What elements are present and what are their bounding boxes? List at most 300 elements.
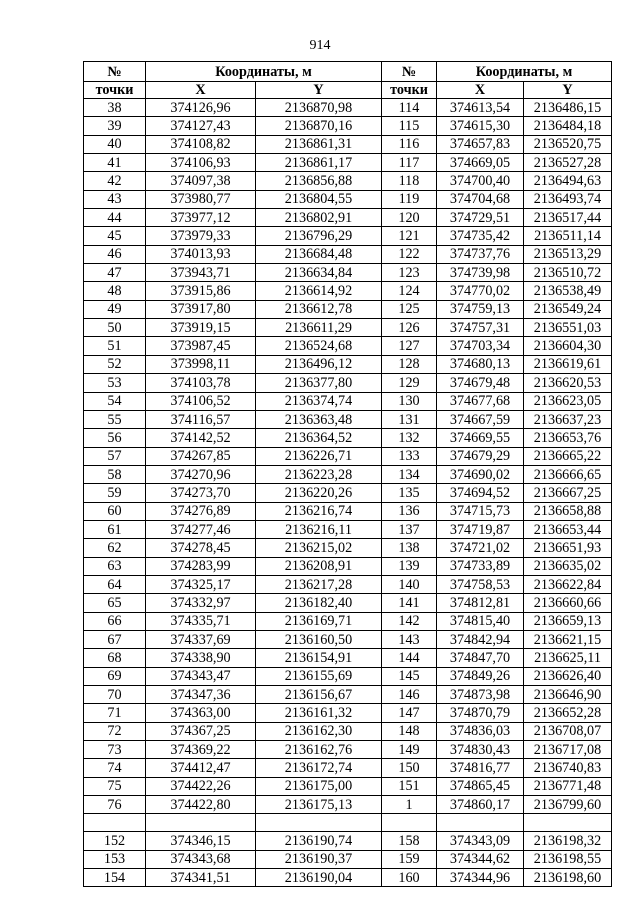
x-coordinate-cell: 374836,03 — [437, 722, 524, 740]
x-coordinate-cell: 374338,90 — [146, 649, 256, 667]
y-coordinate-cell: 2136511,14 — [524, 227, 612, 245]
point-number-cell: 71 — [84, 704, 146, 722]
point-number-cell: 56 — [84, 429, 146, 447]
coordinates-table — [83, 61, 612, 887]
table-row — [84, 117, 612, 135]
point-number-cell: 63 — [84, 557, 146, 575]
point-number-cell: 61 — [84, 520, 146, 538]
point-number-header-left: № — [84, 62, 146, 82]
table-row — [84, 667, 612, 685]
y-coordinate-cell: 2136220,26 — [256, 484, 382, 502]
point-number-cell: 57 — [84, 447, 146, 465]
x-coordinate-cell: 373919,15 — [146, 319, 256, 337]
y-coordinate-cell: 2136226,71 — [256, 447, 382, 465]
y-coordinate-cell: 2136494,63 — [524, 172, 612, 190]
x-coordinate-cell: 374667,59 — [437, 410, 524, 428]
x-coordinate-cell: 374615,30 — [437, 117, 524, 135]
y-coordinate-cell: 2136190,37 — [256, 850, 382, 868]
table-row — [84, 502, 612, 520]
table-row — [84, 282, 612, 300]
x-coordinate-cell: 374759,13 — [437, 300, 524, 318]
point-number-cell: 52 — [84, 355, 146, 373]
point-number-cell: 128 — [382, 355, 437, 373]
table-row — [84, 832, 612, 850]
y-coordinate-cell: 2136175,13 — [256, 796, 382, 814]
point-number-cell: 44 — [84, 209, 146, 227]
x-coordinate-cell: 374816,77 — [437, 759, 524, 777]
x-coordinate-cell: 374347,36 — [146, 686, 256, 704]
x-coordinate-cell: 373998,11 — [146, 355, 256, 373]
point-number-cell: 126 — [382, 319, 437, 337]
x-coordinate-cell: 374700,40 — [437, 172, 524, 190]
y-coordinate-cell: 2136612,78 — [256, 300, 382, 318]
y-coordinate-cell: 2136510,72 — [524, 264, 612, 282]
x-coordinate-cell: 374116,57 — [146, 410, 256, 428]
table-body-extra — [84, 832, 612, 887]
point-number-cell: 1 — [382, 796, 437, 814]
x-coordinate-cell: 374690,02 — [437, 465, 524, 483]
point-number-cell: 123 — [382, 264, 437, 282]
table-row — [84, 337, 612, 355]
y-coordinate-cell: 2136667,25 — [524, 484, 612, 502]
table-row — [84, 374, 612, 392]
point-number-cell: 74 — [84, 759, 146, 777]
point-number-cell: 125 — [382, 300, 437, 318]
point-number-cell: 141 — [382, 594, 437, 612]
y-coordinate-cell: 2136856,88 — [256, 172, 382, 190]
y-coordinate-cell: 2136551,03 — [524, 319, 612, 337]
y-coordinate-cell: 2136870,98 — [256, 99, 382, 117]
y-coordinate-cell: 2136172,74 — [256, 759, 382, 777]
point-number-cell: 149 — [382, 741, 437, 759]
point-number-cell: 140 — [382, 575, 437, 593]
x-coordinate-cell: 374267,85 — [146, 447, 256, 465]
y-coordinate-cell: 2136804,55 — [256, 190, 382, 208]
x-coordinate-cell: 374126,96 — [146, 99, 256, 117]
x-header-left: X — [146, 82, 256, 99]
y-coordinate-cell: 2136666,65 — [524, 465, 612, 483]
y-coordinate-cell: 2136513,29 — [524, 245, 612, 263]
x-coordinate-cell: 374278,45 — [146, 539, 256, 557]
point-number-cell: 122 — [382, 245, 437, 263]
y-coordinate-cell: 2136620,53 — [524, 374, 612, 392]
coordinates-header-left: Координаты, м — [146, 62, 382, 82]
point-number-cell: 55 — [84, 410, 146, 428]
x-header-right: X — [437, 82, 524, 99]
x-coordinate-cell: 374865,45 — [437, 777, 524, 795]
x-coordinate-cell: 374739,98 — [437, 264, 524, 282]
point-number-cell: 135 — [382, 484, 437, 502]
point-number-cell: 73 — [84, 741, 146, 759]
point-number-cell: 150 — [382, 759, 437, 777]
x-coordinate-cell: 374142,52 — [146, 429, 256, 447]
x-coordinate-cell: 374422,26 — [146, 777, 256, 795]
table-row — [84, 796, 612, 814]
point-number-cell: 43 — [84, 190, 146, 208]
point-number-cell: 151 — [382, 777, 437, 795]
y-coordinate-cell: 2136626,40 — [524, 667, 612, 685]
x-coordinate-cell: 374103,78 — [146, 374, 256, 392]
x-coordinate-cell: 374422,80 — [146, 796, 256, 814]
point-number-cell: 133 — [382, 447, 437, 465]
x-coordinate-cell: 374770,02 — [437, 282, 524, 300]
point-number-cell: 147 — [382, 704, 437, 722]
y-coordinate-cell: 2136771,48 — [524, 777, 612, 795]
x-coordinate-cell: 374669,55 — [437, 429, 524, 447]
y-coordinate-cell: 2136653,76 — [524, 429, 612, 447]
table-row — [84, 209, 612, 227]
y-coordinate-cell: 2136802,91 — [256, 209, 382, 227]
y-coordinate-cell: 2136377,80 — [256, 374, 382, 392]
y-coordinate-cell: 2136621,15 — [524, 630, 612, 648]
table-row — [84, 612, 612, 630]
y-coordinate-cell: 2136619,61 — [524, 355, 612, 373]
x-coordinate-cell: 374694,52 — [437, 484, 524, 502]
point-number-cell: 142 — [382, 612, 437, 630]
x-coordinate-cell: 374669,05 — [437, 154, 524, 172]
x-coordinate-cell: 374412,47 — [146, 759, 256, 777]
point-number-cell: 120 — [382, 209, 437, 227]
x-coordinate-cell: 374277,46 — [146, 520, 256, 538]
point-number-cell: 59 — [84, 484, 146, 502]
table-row — [84, 300, 612, 318]
point-number-cell: 49 — [84, 300, 146, 318]
table-row — [84, 520, 612, 538]
x-coordinate-cell: 374106,93 — [146, 154, 256, 172]
table-row — [84, 465, 612, 483]
point-number-cell: 41 — [84, 154, 146, 172]
table-row — [84, 410, 612, 428]
y-coordinate-cell: 2136740,83 — [524, 759, 612, 777]
table-row — [84, 392, 612, 410]
y-header-right: Y — [524, 82, 612, 99]
table-row — [84, 539, 612, 557]
y-coordinate-cell: 2136493,74 — [524, 190, 612, 208]
table-row — [84, 319, 612, 337]
point-number-cell: 47 — [84, 264, 146, 282]
table-row — [84, 227, 612, 245]
table-row — [84, 777, 612, 795]
y-coordinate-cell: 2136156,67 — [256, 686, 382, 704]
x-coordinate-cell: 374013,93 — [146, 245, 256, 263]
table-row — [84, 594, 612, 612]
table-row — [84, 429, 612, 447]
x-coordinate-cell: 374657,83 — [437, 135, 524, 153]
y-coordinate-cell: 2136653,44 — [524, 520, 612, 538]
point-number-cell: 137 — [382, 520, 437, 538]
y-coordinate-cell: 2136651,93 — [524, 539, 612, 557]
x-coordinate-cell: 373980,77 — [146, 190, 256, 208]
x-coordinate-cell: 374849,26 — [437, 667, 524, 685]
table-row — [84, 649, 612, 667]
x-coordinate-cell: 374842,94 — [437, 630, 524, 648]
y-coordinate-cell: 2136861,31 — [256, 135, 382, 153]
x-coordinate-cell: 374337,69 — [146, 630, 256, 648]
y-coordinate-cell: 2136623,05 — [524, 392, 612, 410]
point-number-cell: 48 — [84, 282, 146, 300]
x-coordinate-cell: 374369,22 — [146, 741, 256, 759]
y-coordinate-cell: 2136549,24 — [524, 300, 612, 318]
point-number-cell: 139 — [382, 557, 437, 575]
table-row — [84, 759, 612, 777]
y-coordinate-cell: 2136660,66 — [524, 594, 612, 612]
coordinates-header-right: Координаты, м — [437, 62, 612, 82]
point-number-cell: 152 — [84, 832, 146, 850]
x-coordinate-cell: 374270,96 — [146, 465, 256, 483]
y-coordinate-cell: 2136708,07 — [524, 722, 612, 740]
x-coordinate-cell: 374363,00 — [146, 704, 256, 722]
point-number-cell: 129 — [382, 374, 437, 392]
point-number-cell: 64 — [84, 575, 146, 593]
point-label-header-left: точки — [84, 82, 146, 99]
x-coordinate-cell: 374860,17 — [437, 796, 524, 814]
point-number-cell: 40 — [84, 135, 146, 153]
page-number: 914 — [309, 38, 331, 53]
point-number-cell: 76 — [84, 796, 146, 814]
x-coordinate-cell: 374344,62 — [437, 850, 524, 868]
y-coordinate-cell: 2136169,71 — [256, 612, 382, 630]
point-number-cell: 159 — [382, 850, 437, 868]
y-coordinate-cell: 2136496,12 — [256, 355, 382, 373]
y-coordinate-cell: 2136870,16 — [256, 117, 382, 135]
x-coordinate-cell: 373977,12 — [146, 209, 256, 227]
y-coordinate-cell: 2136155,69 — [256, 667, 382, 685]
y-coordinate-cell: 2136223,28 — [256, 465, 382, 483]
point-number-cell: 124 — [382, 282, 437, 300]
x-coordinate-cell: 374729,51 — [437, 209, 524, 227]
table-row — [84, 135, 612, 153]
point-number-header-right: № — [382, 62, 437, 82]
table-row — [84, 557, 612, 575]
y-coordinate-cell: 2136364,52 — [256, 429, 382, 447]
point-number-cell: 66 — [84, 612, 146, 630]
x-coordinate-cell: 373979,33 — [146, 227, 256, 245]
x-coordinate-cell: 374721,02 — [437, 539, 524, 557]
y-coordinate-cell: 2136635,02 — [524, 557, 612, 575]
x-coordinate-cell: 373943,71 — [146, 264, 256, 282]
y-coordinate-cell: 2136486,15 — [524, 99, 612, 117]
x-coordinate-cell: 374325,17 — [146, 575, 256, 593]
x-coordinate-cell: 374830,43 — [437, 741, 524, 759]
table-row — [84, 869, 612, 887]
point-number-cell: 145 — [382, 667, 437, 685]
x-coordinate-cell: 374847,70 — [437, 649, 524, 667]
point-number-cell: 131 — [382, 410, 437, 428]
point-number-cell: 69 — [84, 667, 146, 685]
x-coordinate-cell: 373987,45 — [146, 337, 256, 355]
table-row — [84, 190, 612, 208]
table-row — [84, 154, 612, 172]
empty-row — [84, 814, 612, 832]
x-coordinate-cell: 374335,71 — [146, 612, 256, 630]
x-coordinate-cell: 374108,82 — [146, 135, 256, 153]
y-coordinate-cell: 2136604,30 — [524, 337, 612, 355]
x-coordinate-cell: 374341,51 — [146, 869, 256, 887]
y-coordinate-cell: 2136520,75 — [524, 135, 612, 153]
y-coordinate-cell: 2136652,28 — [524, 704, 612, 722]
y-coordinate-cell: 2136637,23 — [524, 410, 612, 428]
y-coordinate-cell: 2136190,74 — [256, 832, 382, 850]
x-coordinate-cell: 374276,89 — [146, 502, 256, 520]
point-number-cell: 50 — [84, 319, 146, 337]
x-coordinate-cell: 374715,73 — [437, 502, 524, 520]
y-coordinate-cell: 2136524,68 — [256, 337, 382, 355]
x-coordinate-cell: 374870,79 — [437, 704, 524, 722]
point-number-cell: 72 — [84, 722, 146, 740]
point-number-cell: 117 — [382, 154, 437, 172]
y-coordinate-cell: 2136799,60 — [524, 796, 612, 814]
y-coordinate-cell: 2136175,00 — [256, 777, 382, 795]
point-number-cell: 53 — [84, 374, 146, 392]
x-coordinate-cell: 374704,68 — [437, 190, 524, 208]
y-coordinate-cell: 2136217,28 — [256, 575, 382, 593]
y-coordinate-cell: 2136517,44 — [524, 209, 612, 227]
y-coordinate-cell: 2136198,32 — [524, 832, 612, 850]
point-number-cell: 70 — [84, 686, 146, 704]
y-coordinate-cell: 2136208,91 — [256, 557, 382, 575]
y-coordinate-cell: 2136160,50 — [256, 630, 382, 648]
y-coordinate-cell: 2136634,84 — [256, 264, 382, 282]
table-row — [84, 575, 612, 593]
x-coordinate-cell: 374679,48 — [437, 374, 524, 392]
table-row — [84, 264, 612, 282]
x-coordinate-cell: 374344,96 — [437, 869, 524, 887]
x-coordinate-cell: 374703,34 — [437, 337, 524, 355]
table-row — [84, 484, 612, 502]
x-coordinate-cell: 374812,81 — [437, 594, 524, 612]
point-number-cell: 138 — [382, 539, 437, 557]
point-number-cell: 60 — [84, 502, 146, 520]
y-coordinate-cell: 2136162,30 — [256, 722, 382, 740]
y-coordinate-cell: 2136182,40 — [256, 594, 382, 612]
table-spacer — [84, 814, 612, 832]
y-coordinate-cell: 2136658,88 — [524, 502, 612, 520]
point-number-cell: 132 — [382, 429, 437, 447]
point-number-cell: 146 — [382, 686, 437, 704]
y-coordinate-cell: 2136646,90 — [524, 686, 612, 704]
x-coordinate-cell: 374758,53 — [437, 575, 524, 593]
y-header-left: Y — [256, 82, 382, 99]
y-coordinate-cell: 2136717,08 — [524, 741, 612, 759]
y-coordinate-cell: 2136198,55 — [524, 850, 612, 868]
table-body-main — [84, 99, 612, 814]
y-coordinate-cell: 2136190,04 — [256, 869, 382, 887]
table-row — [84, 850, 612, 868]
x-coordinate-cell: 374719,87 — [437, 520, 524, 538]
table-row — [84, 686, 612, 704]
x-coordinate-cell: 374737,76 — [437, 245, 524, 263]
y-coordinate-cell: 2136611,29 — [256, 319, 382, 337]
y-coordinate-cell: 2136538,49 — [524, 282, 612, 300]
y-coordinate-cell: 2136484,18 — [524, 117, 612, 135]
point-label-header-right: точки — [382, 82, 437, 99]
point-number-cell: 46 — [84, 245, 146, 263]
table-row — [84, 741, 612, 759]
table-row — [84, 722, 612, 740]
table-header — [84, 62, 612, 99]
table-row — [84, 172, 612, 190]
table-row — [84, 447, 612, 465]
point-number-cell: 54 — [84, 392, 146, 410]
point-number-cell: 116 — [382, 135, 437, 153]
y-coordinate-cell: 2136215,02 — [256, 539, 382, 557]
x-coordinate-cell: 374679,29 — [437, 447, 524, 465]
y-coordinate-cell: 2136363,48 — [256, 410, 382, 428]
point-number-cell: 153 — [84, 850, 146, 868]
table-row — [84, 630, 612, 648]
x-coordinate-cell: 374815,40 — [437, 612, 524, 630]
x-coordinate-cell: 373917,80 — [146, 300, 256, 318]
table-row — [84, 245, 612, 263]
table-row — [84, 99, 612, 117]
point-number-cell: 42 — [84, 172, 146, 190]
point-number-cell: 134 — [382, 465, 437, 483]
x-coordinate-cell: 374613,54 — [437, 99, 524, 117]
y-coordinate-cell: 2136161,32 — [256, 704, 382, 722]
y-coordinate-cell: 2136162,76 — [256, 741, 382, 759]
table-row — [84, 704, 612, 722]
x-coordinate-cell: 374343,68 — [146, 850, 256, 868]
y-coordinate-cell: 2136622,84 — [524, 575, 612, 593]
y-coordinate-cell: 2136659,13 — [524, 612, 612, 630]
y-coordinate-cell: 2136796,29 — [256, 227, 382, 245]
point-number-cell: 143 — [382, 630, 437, 648]
point-number-cell: 51 — [84, 337, 146, 355]
point-number-cell: 118 — [382, 172, 437, 190]
point-number-cell: 119 — [382, 190, 437, 208]
x-coordinate-cell: 373915,86 — [146, 282, 256, 300]
point-number-cell: 68 — [84, 649, 146, 667]
point-number-cell: 115 — [382, 117, 437, 135]
point-number-cell: 58 — [84, 465, 146, 483]
x-coordinate-cell: 374127,43 — [146, 117, 256, 135]
x-coordinate-cell: 374735,42 — [437, 227, 524, 245]
point-number-cell: 67 — [84, 630, 146, 648]
point-number-cell: 45 — [84, 227, 146, 245]
x-coordinate-cell: 374733,89 — [437, 557, 524, 575]
y-coordinate-cell: 2136154,91 — [256, 649, 382, 667]
y-coordinate-cell: 2136527,28 — [524, 154, 612, 172]
y-coordinate-cell: 2136665,22 — [524, 447, 612, 465]
point-number-cell: 130 — [382, 392, 437, 410]
x-coordinate-cell: 374332,97 — [146, 594, 256, 612]
y-coordinate-cell: 2136374,74 — [256, 392, 382, 410]
point-number-cell: 114 — [382, 99, 437, 117]
x-coordinate-cell: 374680,13 — [437, 355, 524, 373]
x-coordinate-cell: 374273,70 — [146, 484, 256, 502]
y-coordinate-cell: 2136684,48 — [256, 245, 382, 263]
point-number-cell: 148 — [382, 722, 437, 740]
point-number-cell: 160 — [382, 869, 437, 887]
x-coordinate-cell: 374677,68 — [437, 392, 524, 410]
point-number-cell: 121 — [382, 227, 437, 245]
x-coordinate-cell: 374097,38 — [146, 172, 256, 190]
x-coordinate-cell: 374757,31 — [437, 319, 524, 337]
y-coordinate-cell: 2136216,11 — [256, 520, 382, 538]
table-row — [84, 355, 612, 373]
y-coordinate-cell: 2136216,74 — [256, 502, 382, 520]
x-coordinate-cell: 374106,52 — [146, 392, 256, 410]
y-coordinate-cell: 2136198,60 — [524, 869, 612, 887]
point-number-cell: 127 — [382, 337, 437, 355]
y-coordinate-cell: 2136861,17 — [256, 154, 382, 172]
y-coordinate-cell: 2136625,11 — [524, 649, 612, 667]
point-number-cell: 158 — [382, 832, 437, 850]
point-number-cell: 144 — [382, 649, 437, 667]
point-number-cell: 154 — [84, 869, 146, 887]
point-number-cell: 136 — [382, 502, 437, 520]
point-number-cell: 39 — [84, 117, 146, 135]
